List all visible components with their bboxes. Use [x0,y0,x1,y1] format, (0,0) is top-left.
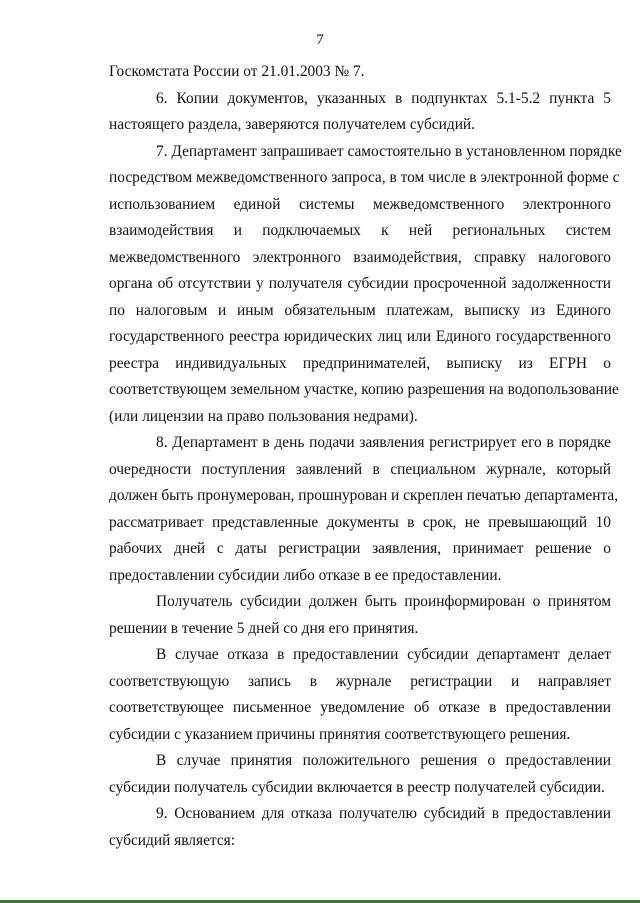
text-line: субсидии с указанием причины принятия соответствующего решения. [109,725,571,743]
text-line: 9. Основанием для отказа получателю субсидий в предоставлении [156,805,611,822]
text-line: (или лицензии на право пользования недрами). [109,407,418,425]
text-line: В случае отказа в предоставлении субсидии департамент делает [156,646,611,663]
text-line: предоставлении субсидии либо отказе в ее предоставлении. [109,566,502,584]
text-line: очередности поступления заявлений в специальном журнале, который [109,460,611,478]
text-line: по налоговым и иным обязательным платежам, выписку из Единого [109,301,611,319]
text-line: 6. Копии документов, указанных в подпунктах 5.1-5.2 пункта 5 [156,89,611,107]
text-line: 8. Департамент в день подачи заявления регистрирует его в порядке [156,434,611,451]
paragraph-p8d [109,748,611,801]
paragraph-p9 [109,801,611,854]
paragraph-p6 [109,86,611,139]
text-line: соответствующее письменное уведомление об отказе в предоставлении [109,699,611,716]
paragraph-intro [109,59,611,86]
text-line: В случае принятия положительного решения о предоставлении [156,752,611,769]
text-line: должен быть пронумерован, прошнурован и скреплен печатью департамента, [109,487,619,504]
text-line: решении в течение 5 дней со дня его принятия. [109,619,419,637]
page-number: 7 [316,32,324,48]
paragraph-p8 [109,430,619,589]
text-line: органа об отсутствии у получателя субсидии просроченной задолженности [109,275,611,292]
text-line: межведомственного электронного взаимодействия, справку налогового [109,248,611,266]
text-line: взаимодействия и подключаемых к ней региональных систем [109,222,611,239]
text-line: Госкомстата России от 21.01.2003 № 7. [109,63,365,80]
text-line: рассматривает представленные документы в срок, не превышающий 10 [109,513,611,531]
text-line: субсидий является: [109,831,236,849]
text-line: соответствующую запись в журнале регистрации и направляет [109,672,611,690]
text-line: рабочих дней с даты регистрации заявления, принимает решение о [109,540,611,557]
text-line: посредством межведомственного запроса, в том числе в электронной форме с [109,169,620,186]
text-line: 7. Департамент запрашивает самостоятельно в установленном порядке [156,142,622,160]
document-body [109,59,622,854]
text-line: Получатель субсидии должен быть проинформирован о принятом [156,593,611,610]
text-line: субсидии получатель субсидии включается в реестр получателей субсидии. [109,778,605,796]
text-line: реестра индивидуальных предпринимателей, выписку из ЕГРН о [109,354,611,372]
paragraph-p8b [109,589,611,642]
text-line: настоящего раздела, заверяются получателем субсидий. [109,116,476,133]
text-line: использованием единой системы межведомственного электронного [109,195,611,213]
text-line: государственного реестра юридических лиц или Единого государственного [109,328,611,345]
paragraph-p7 [109,139,622,431]
paragraph-p8c [109,642,611,748]
text-line: соответствующем земельном участке, копию разрешения на водопользование [109,381,619,398]
